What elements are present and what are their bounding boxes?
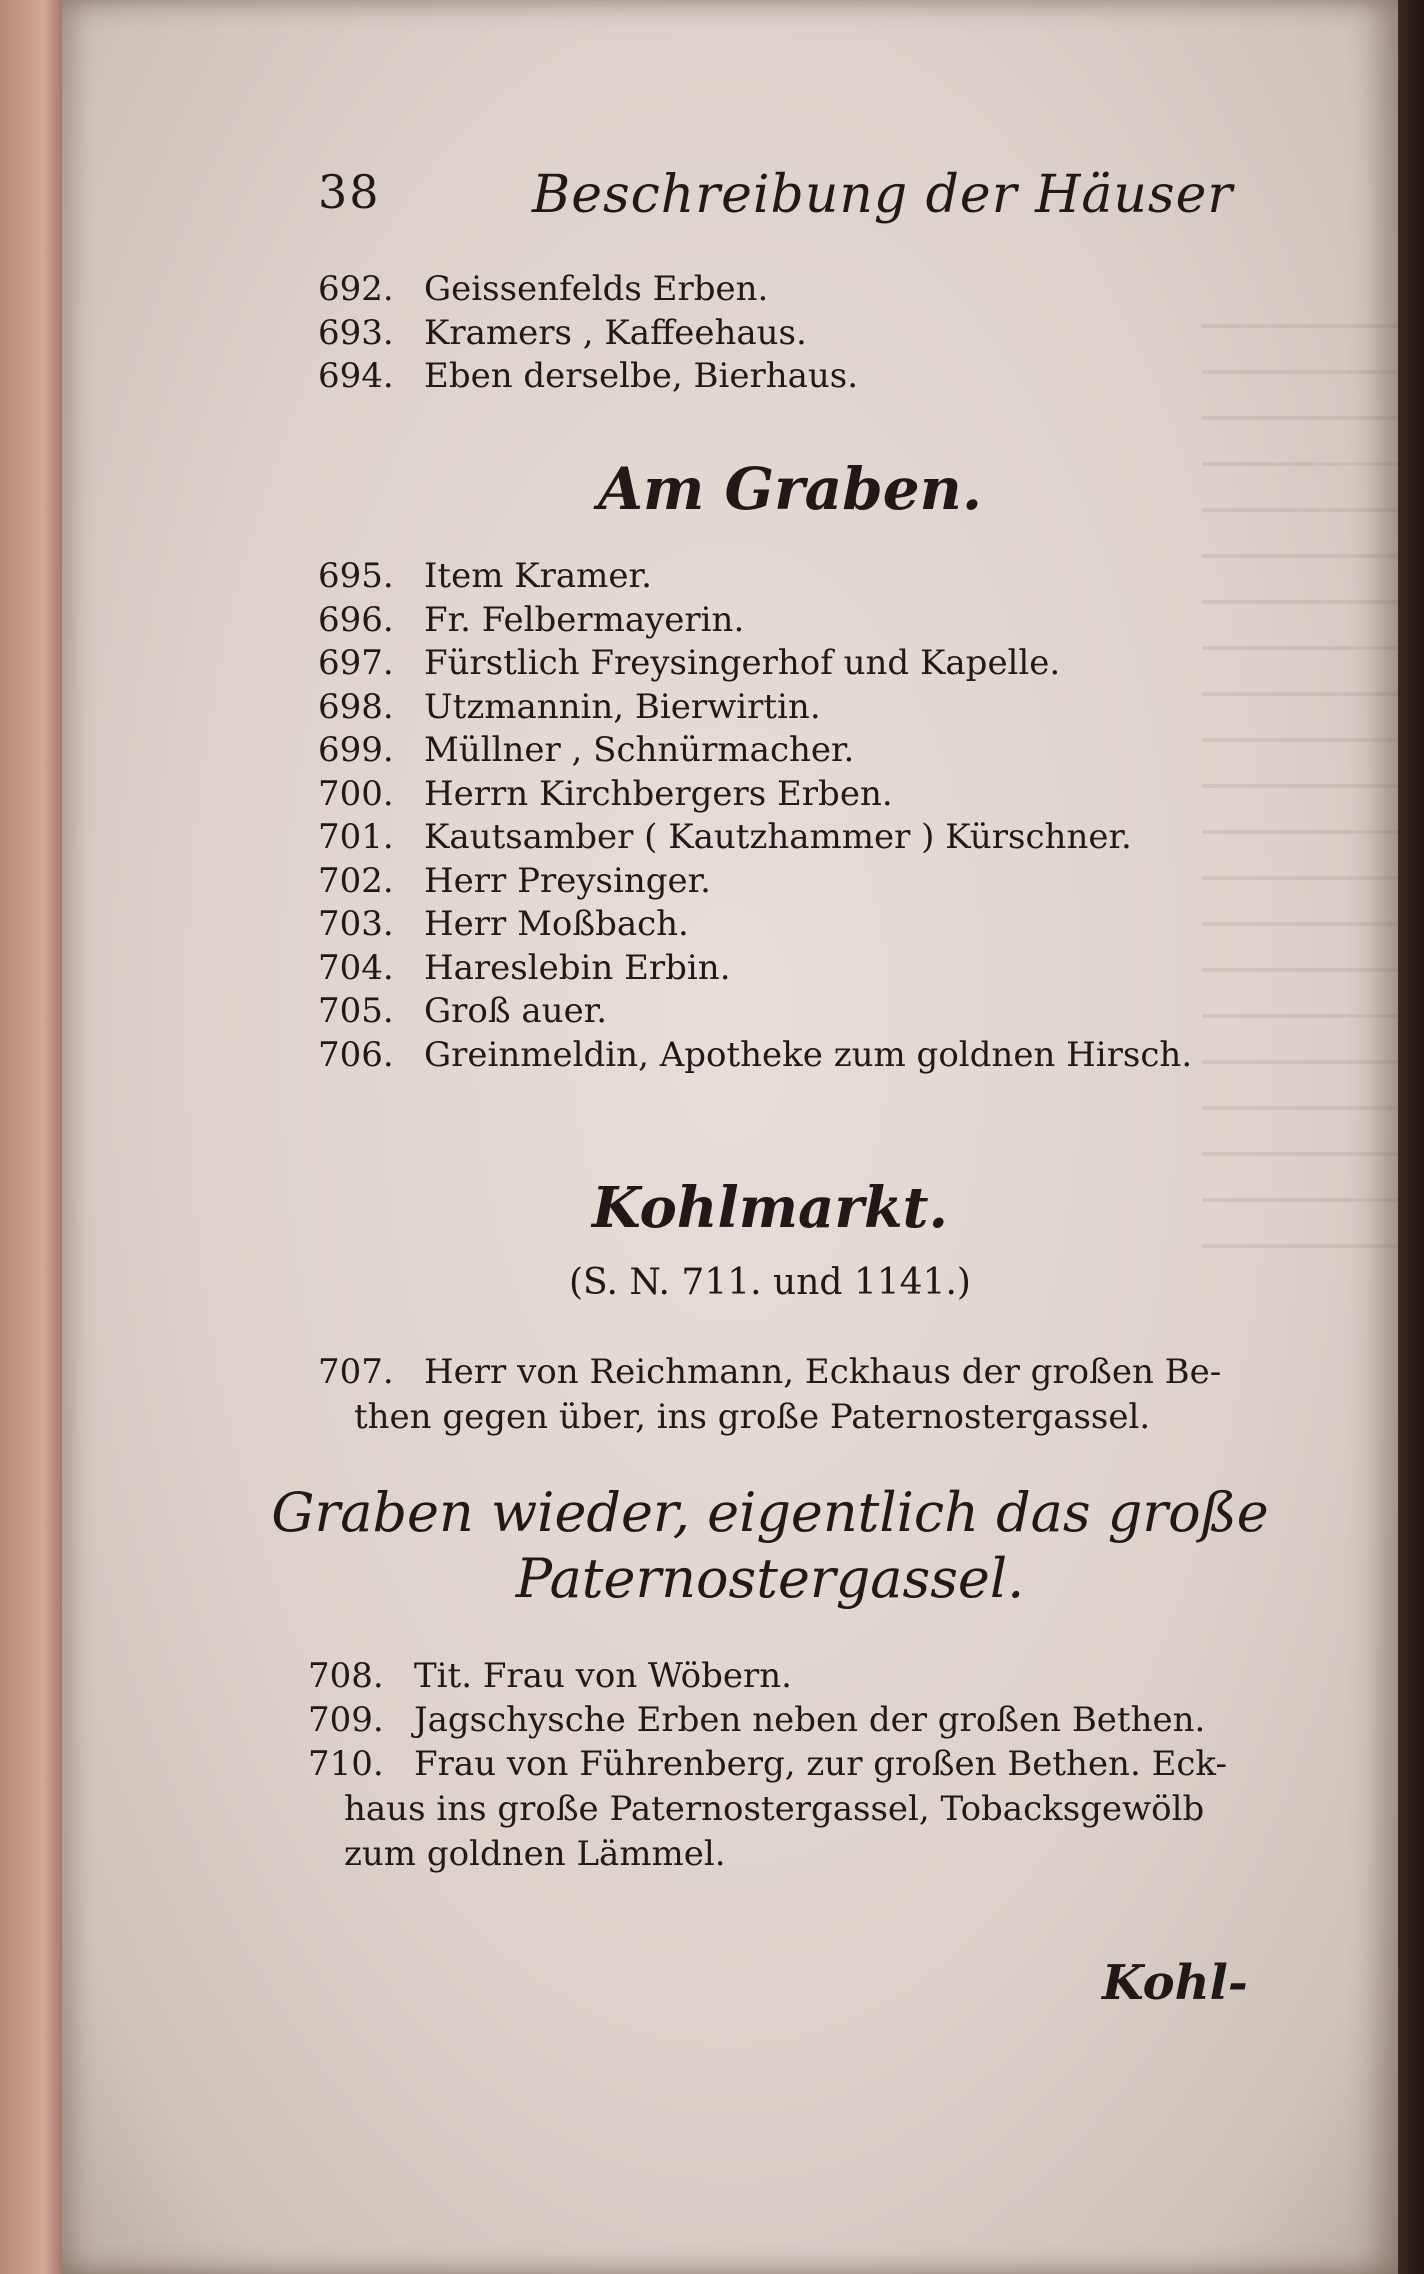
entry-text: Greinmeldin, Apotheke zum goldnen Hirsch. — [424, 1034, 1193, 1075]
entry-text: Item Kramer. — [424, 556, 652, 596]
entry-number: 707. — [318, 1352, 394, 1392]
entry-text: Herr Moßbach. — [424, 904, 689, 944]
list-item — [318, 599, 1318, 643]
entry-text: Geissenfelds Erben. — [424, 269, 769, 309]
entry-number: 694. — [318, 356, 394, 396]
entry-text-continuation: haus ins große Paternostergassel, Tobacksgewölb — [344, 1789, 1205, 1829]
entry-text: Kautsamber ( Kautzhammer ) Kürschner. — [424, 817, 1132, 857]
list-item — [318, 1034, 1318, 1078]
entry-list-graben-wieder — [308, 1655, 1308, 1877]
entry-number: 699. — [318, 730, 394, 770]
entry-number: 700. — [318, 773, 394, 814]
list-item — [318, 355, 1318, 399]
entry-text: Utzmannin, Bierwirtin. — [424, 686, 821, 727]
entry-text: Fr. Felbermayerin. — [424, 599, 745, 640]
entry-text: Fürstlich Freysingerhof und Kapelle. — [424, 643, 1061, 683]
entry-list-kohlmarkt — [318, 1350, 1318, 1440]
list-item — [318, 773, 1318, 817]
page-edge-left — [0, 0, 62, 2274]
entry-number: 703. — [318, 904, 394, 944]
entry-number: 692. — [318, 269, 394, 309]
list-item — [318, 860, 1318, 904]
list-item — [318, 990, 1318, 1034]
catchword: Kohl- — [1102, 1955, 1248, 2011]
entry-text: Tit. Frau von Wöbern. — [414, 1656, 792, 1696]
entry-number: 693. — [318, 312, 394, 353]
entry-number: 709. — [308, 1699, 384, 1740]
entry-text: Eben derselbe, Bierhaus. — [424, 356, 859, 396]
section-heading-graben-wieder — [102, 1480, 1424, 1612]
entry-list-am-graben — [318, 555, 1318, 1077]
entry-number: 697. — [318, 643, 394, 683]
list-item — [318, 1350, 1318, 1440]
entry-number: 696. — [318, 599, 394, 640]
entry-text: Kramers , Kaffeehaus. — [424, 312, 807, 353]
page-header — [62, 165, 1398, 245]
entry-number: 704. — [318, 947, 394, 988]
entry-number: 706. — [318, 1034, 394, 1075]
section-heading-am-graben: Am Graben. — [597, 455, 983, 523]
entry-text: Herr Preysinger. — [424, 860, 711, 901]
list-item — [318, 268, 1318, 312]
entry-text-continuation: zum goldnen Lämmel. — [344, 1834, 726, 1874]
list-item — [318, 947, 1318, 991]
list-item — [318, 816, 1318, 860]
list-item — [308, 1655, 1308, 1699]
entry-text: Hareslebin Erbin. — [424, 947, 731, 988]
list-item — [318, 312, 1318, 356]
entry-text: Herrn Kirchbergers Erben. — [424, 773, 893, 814]
entry-text: Jagschysche Erben neben der großen Bethen. — [414, 1699, 1206, 1740]
entry-number: 710. — [308, 1744, 384, 1784]
entry-text: Müllner , Schnürmacher. — [424, 730, 855, 770]
entry-number: 698. — [318, 686, 394, 727]
running-title: Beschreibung der Häuser — [532, 165, 1234, 225]
list-item — [308, 1742, 1308, 1877]
book-page — [62, 0, 1398, 2274]
entry-list-top — [318, 268, 1318, 399]
entry-text: Frau von Führenberg, zur großen Bethen. Eck- — [414, 1744, 1227, 1784]
entry-number: 695. — [318, 556, 394, 596]
section-heading-kohlmarkt: Kohlmarkt. — [592, 1175, 948, 1241]
list-item — [318, 729, 1318, 773]
heading-line: Graben wieder, eigentlich das große — [271, 1481, 1269, 1544]
entry-text: Herr von Reichmann, Eckhaus der großen Be- — [424, 1352, 1222, 1392]
entry-number: 702. — [318, 860, 394, 901]
cross-reference: (S. N. 711. und 1141.) — [569, 1262, 971, 1303]
entry-text-continuation: then gegen über, ins große Paternostergassel. — [354, 1397, 1151, 1437]
entry-number: 708. — [308, 1656, 384, 1696]
entry-number: 701. — [318, 817, 394, 857]
list-item — [318, 903, 1318, 947]
list-item — [308, 1699, 1308, 1743]
entry-number: 705. — [318, 991, 394, 1031]
page-number: 38 — [318, 165, 381, 219]
entry-text: Groß auer. — [424, 991, 608, 1031]
list-item — [318, 642, 1318, 686]
list-item — [318, 686, 1318, 730]
heading-line: Paternostergassel. — [515, 1547, 1025, 1610]
page-edge-right — [1398, 0, 1424, 2274]
list-item — [318, 555, 1318, 599]
